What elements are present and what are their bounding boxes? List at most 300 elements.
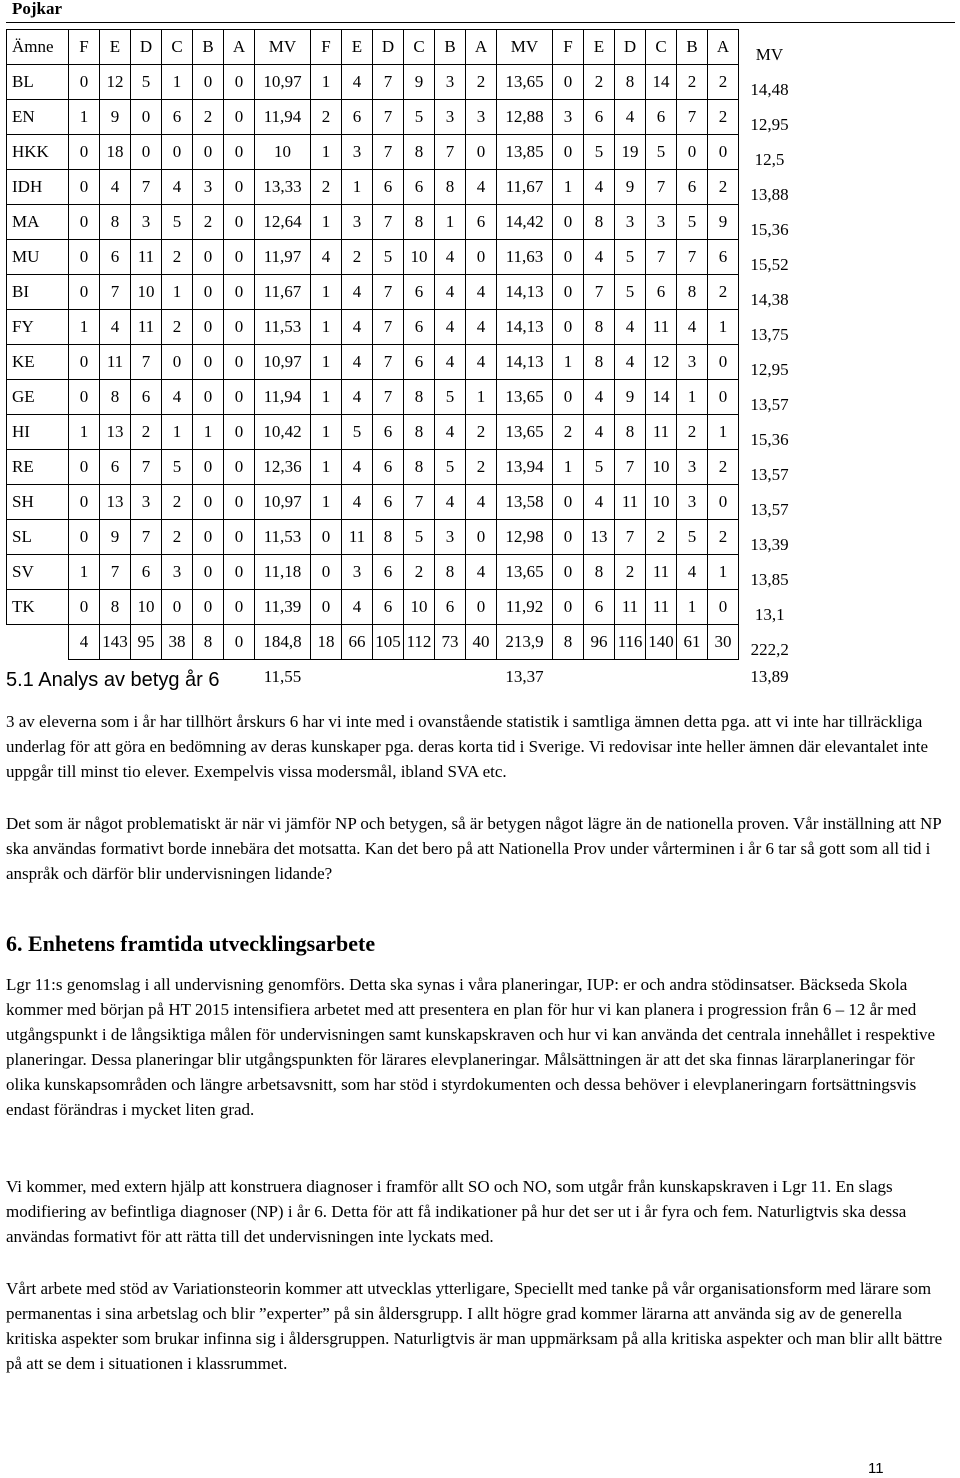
subject-cell: RE [7, 450, 69, 485]
empty-cell [435, 660, 466, 695]
table-row [7, 590, 801, 625]
grade-cell: 11,67 [255, 275, 311, 310]
table-row [7, 205, 801, 240]
grade-cell: 1 [553, 170, 584, 205]
empty-cell [224, 660, 255, 695]
grade-cell: 6 [404, 345, 435, 380]
grade-cell: 12 [100, 65, 131, 100]
grade-cell: 0 [224, 65, 255, 100]
grade-cell: 5 [131, 65, 162, 100]
grade-cell: 0 [193, 555, 224, 590]
grade-cell: 1 [69, 415, 100, 450]
subject-cell: TK [7, 590, 69, 625]
total-cell: 8 [553, 625, 584, 660]
grade-cell: 8 [404, 380, 435, 415]
grade-cell: 8 [584, 310, 615, 345]
grade-cell: 1 [466, 380, 497, 415]
grade-cell: 4 [342, 65, 373, 100]
total-cell: 8 [193, 625, 224, 660]
grade-cell: 13 [584, 520, 615, 555]
subject-cell: BI [7, 275, 69, 310]
grade-cell: 13,57 [750, 464, 789, 484]
total-cell: 4 [69, 625, 100, 660]
total-cell: 105 [373, 625, 404, 660]
grade-cell: 3 [646, 205, 677, 240]
grade-cell: 2 [708, 65, 739, 100]
grade-cell: 2 [311, 170, 342, 205]
section-header-pojkar: Pojkar [6, 0, 955, 23]
column-header: MV [755, 44, 784, 64]
grade-cell: 2 [466, 415, 497, 450]
grade-cell: 5 [435, 380, 466, 415]
table-row [7, 240, 801, 275]
grade-cell: 11 [131, 240, 162, 275]
grade-cell: 11,67 [497, 170, 553, 205]
grade-cell: 4 [584, 240, 615, 275]
grade-cell: 3 [131, 485, 162, 520]
grade-cell: 6 [404, 275, 435, 310]
grade-cell: 7 [646, 240, 677, 275]
grade-cell: 15,52 [750, 254, 789, 274]
grade-cell: 4 [342, 485, 373, 520]
grade-cell: 6 [373, 170, 404, 205]
grade-cell: 6 [373, 415, 404, 450]
total-cell: 18 [311, 625, 342, 660]
grade-cell: 2 [708, 520, 739, 555]
grade-cell: 1 [311, 310, 342, 345]
grade-cell: 0 [553, 485, 584, 520]
grade-cell: 0 [224, 380, 255, 415]
total-cell: 140 [646, 625, 677, 660]
grade-cell: 19 [615, 135, 646, 170]
grade-cell: 0 [553, 310, 584, 345]
average-mv-cell: 11,55 [263, 667, 302, 686]
grade-cell: 2 [584, 65, 615, 100]
grade-cell: 7 [100, 555, 131, 590]
grade-cell: 2 [466, 450, 497, 485]
grade-cell: 14,48 [750, 79, 789, 99]
grade-cell: 14,42 [497, 205, 553, 240]
grade-cell: 10 [255, 135, 311, 170]
grade-cell: 13 [100, 415, 131, 450]
grade-cell: 3 [162, 555, 193, 590]
empty-cell [342, 660, 373, 695]
grade-cell: 13,85 [750, 569, 789, 589]
grade-cell: 4 [435, 345, 466, 380]
grade-cell: 7 [131, 450, 162, 485]
grade-cell: 2 [404, 555, 435, 590]
grade-cell: 7 [131, 520, 162, 555]
subject-cell: IDH [7, 170, 69, 205]
grade-cell: 8 [435, 555, 466, 590]
grade-cell: 13 [100, 485, 131, 520]
grade-cell: 1 [162, 65, 193, 100]
grade-cell: 8 [584, 205, 615, 240]
table-row [7, 450, 801, 485]
grade-cell: 4 [677, 310, 708, 345]
grade-cell: 0 [708, 590, 739, 625]
grade-cell: 0 [708, 345, 739, 380]
grades-table [6, 29, 801, 694]
grade-cell: 10 [131, 590, 162, 625]
grade-cell: 13,58 [497, 485, 553, 520]
grade-cell: 7 [404, 485, 435, 520]
grade-cell: 3 [342, 555, 373, 590]
grade-cell: 6 [342, 100, 373, 135]
grade-cell: 14,13 [497, 310, 553, 345]
grade-cell: 6 [584, 100, 615, 135]
totals-row [7, 625, 801, 660]
grade-cell: 0 [224, 170, 255, 205]
grade-cell: 11,53 [255, 310, 311, 345]
grade-cell: 3 [193, 170, 224, 205]
table-row [7, 100, 801, 135]
grade-cell: 8 [100, 205, 131, 240]
grade-cell: 7 [615, 450, 646, 485]
grade-cell: 5 [584, 450, 615, 485]
average-mv-cell: 13,37 [505, 667, 544, 686]
total-cell: 184,8 [255, 625, 311, 660]
grade-cell: 0 [162, 345, 193, 380]
total-cell: 222,2 [750, 639, 789, 659]
grade-cell: 1 [311, 450, 342, 485]
subject-cell: BL [7, 65, 69, 100]
grade-cell: 0 [193, 520, 224, 555]
table-row [7, 310, 801, 345]
grade-cell: 0 [69, 240, 100, 275]
grade-cell: 2 [342, 240, 373, 275]
grade-cell: 13,75 [750, 324, 789, 344]
average-mv-cell: 13,89 [750, 666, 789, 686]
grade-cell: 0 [193, 240, 224, 275]
grade-cell: 6 [677, 170, 708, 205]
grade-cell: 13,39 [750, 534, 789, 554]
empty-cell [311, 660, 342, 695]
grade-cell: 1 [342, 170, 373, 205]
grade-cell: 4 [466, 170, 497, 205]
table-row [7, 65, 801, 100]
grade-cell: 13,65 [497, 380, 553, 415]
grade-cell: 5 [677, 205, 708, 240]
grade-cell: 0 [69, 135, 100, 170]
grade-cell: 0 [311, 555, 342, 590]
grade-cell: 6 [131, 380, 162, 415]
empty-cell [708, 660, 739, 695]
grade-cell: 2 [708, 170, 739, 205]
grade-cell: 0 [466, 590, 497, 625]
grade-cell: 0 [224, 240, 255, 275]
subject-cell: EN [7, 100, 69, 135]
grade-cell: 14,13 [497, 345, 553, 380]
grade-cell: 11 [646, 415, 677, 450]
grade-cell: 4 [342, 450, 373, 485]
grade-cell: 4 [342, 345, 373, 380]
grade-cell: 0 [69, 590, 100, 625]
grade-cell: 13,57 [750, 499, 789, 519]
grade-cell: 7 [100, 275, 131, 310]
grade-cell: 5 [677, 520, 708, 555]
grade-cell: 9 [100, 520, 131, 555]
grade-cell: 5 [404, 100, 435, 135]
grade-cell: 12,88 [497, 100, 553, 135]
grade-cell: 0 [553, 275, 584, 310]
grade-cell: 7 [677, 240, 708, 275]
grade-cell: 8 [100, 380, 131, 415]
grade-cell: 13,33 [255, 170, 311, 205]
grade-cell: 4 [435, 310, 466, 345]
grade-cell: 13,94 [497, 450, 553, 485]
grade-cell: 2 [193, 205, 224, 240]
grade-cell: 1 [708, 415, 739, 450]
grade-cell: 4 [677, 555, 708, 590]
grade-cell: 11,97 [255, 240, 311, 275]
column-header: B [677, 30, 708, 65]
grade-cell: 6 [100, 450, 131, 485]
grade-cell: 2 [162, 485, 193, 520]
grade-cell: 11,63 [497, 240, 553, 275]
grade-cell: 3 [553, 100, 584, 135]
grade-cell: 3 [677, 345, 708, 380]
grade-cell: 4 [435, 415, 466, 450]
grade-cell: 11 [646, 555, 677, 590]
grade-cell: 11 [100, 345, 131, 380]
grade-cell: 0 [224, 345, 255, 380]
subject-cell: HI [7, 415, 69, 450]
grade-cell: 7 [373, 275, 404, 310]
table-row [7, 485, 801, 520]
grade-cell: 0 [193, 310, 224, 345]
grade-cell: 0 [193, 135, 224, 170]
grade-cell: 7 [373, 135, 404, 170]
grade-cell: 2 [708, 275, 739, 310]
grade-cell: 0 [708, 485, 739, 520]
grade-cell: 5 [584, 135, 615, 170]
table-row [7, 345, 801, 380]
total-cell: 95 [131, 625, 162, 660]
total-cell: 38 [162, 625, 193, 660]
grade-cell: 6 [162, 100, 193, 135]
grade-cell: 4 [342, 380, 373, 415]
grade-cell: 5 [435, 450, 466, 485]
grade-cell: 4 [342, 590, 373, 625]
grade-cell: 0 [193, 275, 224, 310]
grade-cell: 0 [224, 590, 255, 625]
grade-cell: 0 [69, 345, 100, 380]
total-cell: 112 [404, 625, 435, 660]
grade-cell: 11,53 [255, 520, 311, 555]
grade-cell: 4 [435, 240, 466, 275]
grade-cell: 0 [708, 380, 739, 415]
total-cell: 143 [100, 625, 131, 660]
grade-cell: 14,38 [750, 289, 789, 309]
grade-cell: 13,65 [497, 65, 553, 100]
empty-cell [677, 660, 708, 695]
grade-cell: 2 [646, 520, 677, 555]
grade-cell: 2 [131, 415, 162, 450]
grade-cell: 8 [584, 555, 615, 590]
grade-cell: 11,18 [255, 555, 311, 590]
grade-cell: 10 [404, 590, 435, 625]
table-row [7, 170, 801, 205]
column-header: A [466, 30, 497, 65]
grade-cell: 7 [131, 170, 162, 205]
grade-cell: 1 [311, 275, 342, 310]
total-cell [7, 625, 69, 660]
grade-cell: 4 [466, 485, 497, 520]
column-header: D [373, 30, 404, 65]
grade-cell: 4 [466, 555, 497, 590]
grade-cell: 0 [162, 135, 193, 170]
grade-cell: 9 [615, 380, 646, 415]
total-cell: 61 [677, 625, 708, 660]
grade-cell: 4 [162, 170, 193, 205]
total-cell: 30 [708, 625, 739, 660]
grade-cell: 12,98 [497, 520, 553, 555]
grade-cell: 8 [404, 415, 435, 450]
grade-cell: 4 [435, 275, 466, 310]
grade-cell: 0 [69, 380, 100, 415]
grade-cell: 1 [69, 100, 100, 135]
column-header: E [100, 30, 131, 65]
grade-cell: 4 [584, 485, 615, 520]
grade-cell: 4 [615, 310, 646, 345]
grade-cell: 15,36 [750, 429, 789, 449]
grade-cell: 10,97 [255, 65, 311, 100]
empty-cell [553, 660, 584, 695]
table-row [7, 520, 801, 555]
subject-cell: MA [7, 205, 69, 240]
grade-cell: 11 [342, 520, 373, 555]
grade-cell: 7 [373, 100, 404, 135]
grade-cell: 0 [193, 345, 224, 380]
grade-cell: 8 [435, 170, 466, 205]
grade-cell: 4 [100, 170, 131, 205]
empty-cell [466, 660, 497, 695]
grade-cell: 11,94 [255, 100, 311, 135]
grade-cell: 1 [69, 310, 100, 345]
grade-cell: 0 [224, 520, 255, 555]
grade-cell: 0 [69, 450, 100, 485]
table-row [7, 415, 801, 450]
grade-cell: 0 [69, 65, 100, 100]
grade-cell: 6 [373, 555, 404, 590]
column-header: E [584, 30, 615, 65]
grade-cell: 0 [193, 65, 224, 100]
grade-cell: 3 [342, 135, 373, 170]
total-cell: 0 [224, 625, 255, 660]
grade-cell: 12,64 [255, 205, 311, 240]
section-title-analys: 5.1 Analys av betyg år 6 [6, 669, 220, 691]
grade-cell: 7 [373, 65, 404, 100]
grade-cell: 1 [677, 380, 708, 415]
grade-cell: 2 [466, 65, 497, 100]
grade-cell: 1 [193, 415, 224, 450]
grade-cell: 9 [615, 170, 646, 205]
page-number: 11 [868, 1460, 884, 1477]
total-cell: 96 [584, 625, 615, 660]
grade-cell: 7 [435, 135, 466, 170]
paragraph-development-2: Vi kommer, med extern hjälp att konstruera diagnoser i framför allt SO och NO, som utgår från kunskapskraven i Lgr 11. En slags modifiering av befintliga diagnoser (NP) i år 6. Detta för att få indikationer på hur det ser ut i år fyra och fem. Naturligtvis ska dessa användas formativt för att rätta till det undervisningen inte lyckats med. [6, 1177, 907, 1246]
grade-cell: 0 [69, 485, 100, 520]
grade-cell: 4 [584, 415, 615, 450]
grade-cell: 1 [311, 415, 342, 450]
grade-cell: 11 [131, 310, 162, 345]
grade-cell: 0 [69, 205, 100, 240]
grade-cell: 6 [373, 450, 404, 485]
grade-cell: 2 [615, 555, 646, 590]
grade-cell: 8 [615, 65, 646, 100]
grade-cell: 9 [404, 65, 435, 100]
grade-cell: 13,57 [750, 394, 789, 414]
column-header: D [131, 30, 162, 65]
grade-cell: 8 [404, 205, 435, 240]
subject-cell: FY [7, 310, 69, 345]
column-header: MV [255, 30, 311, 65]
column-header-subject: Ämne [7, 30, 69, 65]
grade-cell: 1 [311, 65, 342, 100]
subject-cell: SL [7, 520, 69, 555]
grade-cell: 1 [311, 485, 342, 520]
section-title-framtida: 6. Enhetens framtida utvecklingsarbete [6, 931, 376, 956]
grade-cell: 5 [342, 415, 373, 450]
column-header: F [553, 30, 584, 65]
grade-cell: 1 [708, 555, 739, 590]
grade-cell: 3 [677, 450, 708, 485]
table-header-row [7, 30, 801, 65]
grade-cell: 11 [646, 590, 677, 625]
grade-cell: 4 [466, 310, 497, 345]
grade-cell: 1 [311, 205, 342, 240]
grade-cell: 10 [646, 485, 677, 520]
grade-cell: 12,36 [255, 450, 311, 485]
grade-cell: 0 [224, 100, 255, 135]
grade-cell: 6 [584, 590, 615, 625]
grade-cell: 2 [553, 415, 584, 450]
grade-cell: 6 [646, 100, 677, 135]
grade-cell: 1 [435, 205, 466, 240]
grade-cell: 7 [373, 205, 404, 240]
grade-cell: 10 [646, 450, 677, 485]
grade-cell: 1 [69, 555, 100, 590]
grade-cell: 4 [615, 345, 646, 380]
grade-cell: 0 [69, 275, 100, 310]
grade-cell: 0 [466, 520, 497, 555]
grade-cell: 0 [311, 520, 342, 555]
column-header: A [224, 30, 255, 65]
total-cell: 66 [342, 625, 373, 660]
grade-cell: 12,95 [750, 359, 789, 379]
column-header: B [435, 30, 466, 65]
grade-cell: 11,39 [255, 590, 311, 625]
grade-cell: 3 [677, 485, 708, 520]
grade-cell: 11,92 [497, 590, 553, 625]
grade-cell: 10 [404, 240, 435, 275]
grade-cell: 5 [615, 275, 646, 310]
grade-cell: 0 [224, 275, 255, 310]
grade-cell: 0 [553, 380, 584, 415]
empty-cell [373, 660, 404, 695]
empty-cell [404, 660, 435, 695]
grade-cell: 18 [100, 135, 131, 170]
grade-cell: 0 [224, 450, 255, 485]
grade-cell: 0 [466, 135, 497, 170]
grade-cell: 10,42 [255, 415, 311, 450]
grade-cell: 8 [100, 590, 131, 625]
grade-cell: 5 [615, 240, 646, 275]
grade-cell: 1 [553, 345, 584, 380]
grade-cell: 5 [162, 205, 193, 240]
grade-cell: 0 [553, 240, 584, 275]
